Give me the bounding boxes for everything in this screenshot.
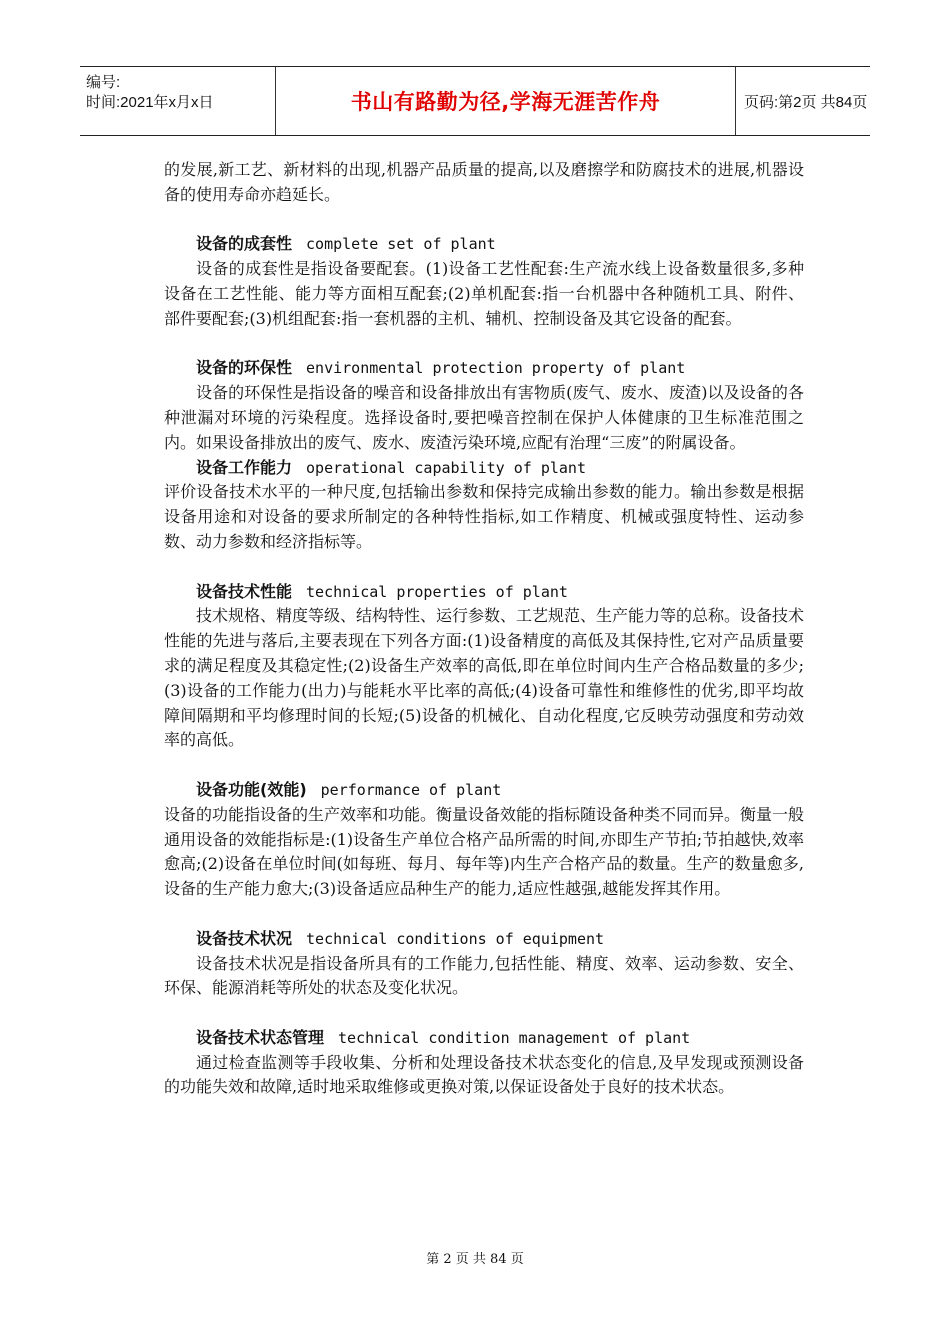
term-en: environmental protection property of plant [306, 359, 686, 378]
term-en: technical properties of plant [306, 582, 568, 601]
header-motto-cell [276, 67, 736, 135]
term-cn: 设备的成套性 [196, 234, 293, 254]
term-heading [164, 232, 804, 257]
header-page-number: 页码:第2页 共84页 [744, 93, 868, 111]
header-motto: 书山有路勤为径,学海无涯苦作舟 [350, 90, 661, 114]
term-definition: 设备的功能指设备的生产效率和功能。衡量设备效能的指标随设备种类不同而异。衡量一般通用设备的效能指标是:(1)设备生产单位合格产品所需的时间,亦即生产节拍;节拍越快,效率愈高;(2)设备在单位时间(如每班、每月、每年等)内生产合格产品的数量。生产的数量愈多,设备的生产能力愈大;(3)设备适应品种生产的能力,适应性越强,越能发挥其作用。 [164, 804, 805, 899]
term-cn: 设备技术性能 [196, 581, 293, 601]
term-definition: 设备的环保性是指设备的噪音和设备排放出有害物质(废气、废水、废渣)以及设备的各种泄漏对环境的污染程度。选择设备时,要把噪音控制在保护人体健康的卫生标准范围之内。如果设备排放出的废气、废水、废渣污染环境,应配有治理“三废”的附属设备。 [164, 383, 804, 452]
term-cn: 设备工作能力 [196, 457, 293, 477]
document-id-label: 编号: [86, 74, 121, 91]
term-definition: 技术规格、精度等级、结构特性、运行参数、工艺规范、生产能力等的总称。设备技术性能的先进与落后,主要表现在下列各方面:(1)设备精度的高低及其保持性,它对产品质量要求的满足程度及其稳定性;(2)设备生产效率的高低,即在单位时间内生产合格品数量的多少;(3)设备的工作能力(出力)与能耗水平比率的高低;(4)设备可靠性和维修性的优劣,即平均故障间隔期和平均修理时间的长短;(5)设备的机械化、自动化程度,它反映劳动强度和劳动效率的高低。 [164, 606, 805, 750]
term-heading [164, 456, 804, 481]
term-en: technical conditions of equipment [306, 929, 605, 948]
page-footer: 第 2 页 共 84 页 [426, 1252, 524, 1267]
document-date: 时间:2021年x月x日 [86, 94, 214, 111]
term-definition: 评价设备技术水平的一种尺度,包括输出参数和保持完成输出参数的能力。输出参数是根据设备用途和对设备的要求所制定的各种特性指标,如工作精度、机械或强度特性、运动参数、动力参数和经济指标等。 [164, 482, 804, 551]
term-cn: 设备技术状态管理 [196, 1027, 325, 1047]
term-definition: 通过检查监测等手段收集、分析和处理设备技术状态变化的信息,及早发现或预测设备的功能失效和故障,适时地采取维修或更换对策,以保证设备处于良好的技术状态。 [164, 1052, 804, 1097]
term-en: operational capability of plant [306, 458, 586, 477]
term-definition: 设备的成套性是指设备要配套。(1)设备工艺性配套:生产流水线上设备数量很多,多种设备在工艺性能、能力等方面相互配套;(2)单机配套:指一台机器中各种随机工具、附件、部件要配套;(3)机组配套:指一套机器的主机、辅机、控制设备及其它设备的配套。 [164, 259, 804, 328]
term-definition: 设备技术状况是指设备所具有的工作能力,包括性能、精度、效率、运动参数、安全、环保、能源消耗等所处的状态及变化状况。 [164, 953, 804, 998]
page-header [80, 66, 870, 136]
term-cn: 设备的环保性 [196, 358, 293, 378]
term-en: performance of plant [320, 780, 502, 799]
document-body [164, 158, 804, 1100]
term-heading [164, 927, 804, 952]
term-en: complete set of plant [306, 235, 496, 254]
header-meta [80, 67, 276, 135]
term-cn: 设备功能(效能) [196, 779, 307, 799]
term-heading [164, 356, 804, 381]
term-heading [164, 580, 804, 605]
term-en: technical condition management of plant [338, 1028, 691, 1047]
term-heading [164, 778, 804, 803]
term-heading [164, 1026, 804, 1051]
term-cn: 设备技术状况 [196, 928, 293, 948]
intro-paragraph: 的发展,新工艺、新材料的出现,机器产品质量的提高,以及磨擦学和防腐技术的进展,机器设备的使用寿命亦趋延长。 [164, 160, 804, 204]
